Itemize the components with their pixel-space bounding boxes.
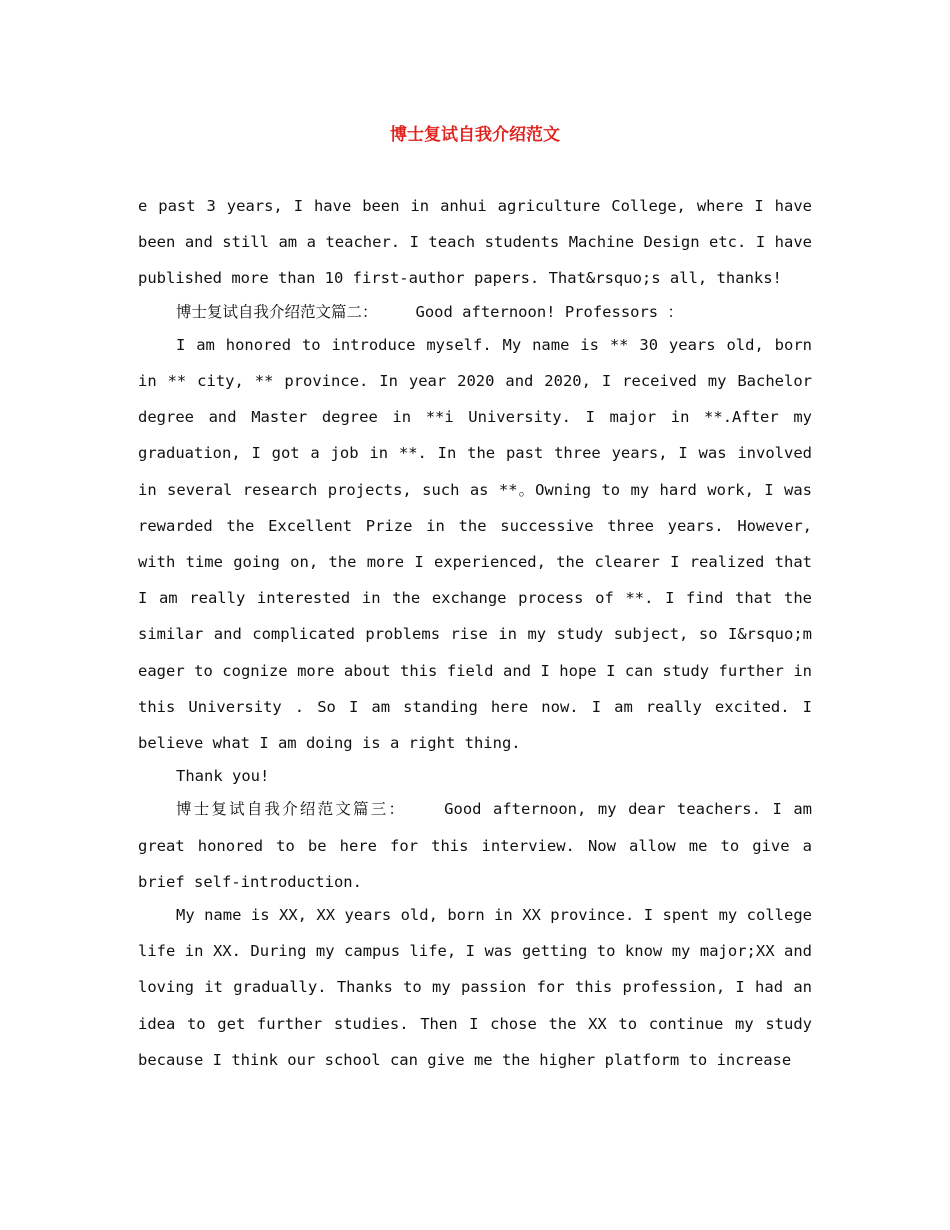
section-heading-3: 博士复试自我介绍范文篇三： <box>176 800 407 819</box>
paragraph-4: Thank you! <box>176 767 270 786</box>
document-title: 博士复试自我介绍范文 <box>390 125 560 145</box>
paragraph-2 <box>138 294 812 330</box>
section-heading-2: 博士复试自我介绍范文篇二： <box>176 302 378 321</box>
paragraph-5 <box>138 791 812 900</box>
document-body <box>138 188 812 1078</box>
paragraph-3: I am honored to introduce myself. My name is ** 30 years old, born in ** city, ** province. In year 2020 and 2020, I received my Bachelor degree and Master degree in **i University. I major in **.After my graduation, I got a job in **. In the past three years, I was involved in several research projects, such as **。Owning to my hard work, I was rewarded the Excellent Prize in the successive three years. However, with time going on, the more I experienced, the clearer I realized that I am really interested in the exchange process of **. I find that the similar and complicated problems rise in my study subject, so I&rsquo;m eager to cognize more about this field and I hope I can study further in this University . So I am standing here now. I am really excited. I believe what I am doing is a right thing. <box>138 335 812 753</box>
paragraph-5-text: Good afternoon, my dear teachers. I am great honored to be here for this interview. Now allow me to give a brief self-introduction. <box>138 800 812 891</box>
paragraph-1: e past 3 years, I have been in anhui agriculture College, where I have been and still am a teacher. I teach students Machine Design etc. I have published more than 10 first-author papers. That&rsquo;s all, thanks! <box>138 197 812 288</box>
paragraph-2-text: Good afternoon! Professors ： <box>415 302 683 321</box>
paragraph-6: My name is XX, XX years old, born in XX province. I spent my college life in XX. During my campus life, I was getting to know my major;XX and loving it gradually. Thanks to my passion for this profession, I had an idea to get further studies. Then I chose the XX to continue my study because I think our school can give me the higher platform to increase <box>138 906 812 1069</box>
